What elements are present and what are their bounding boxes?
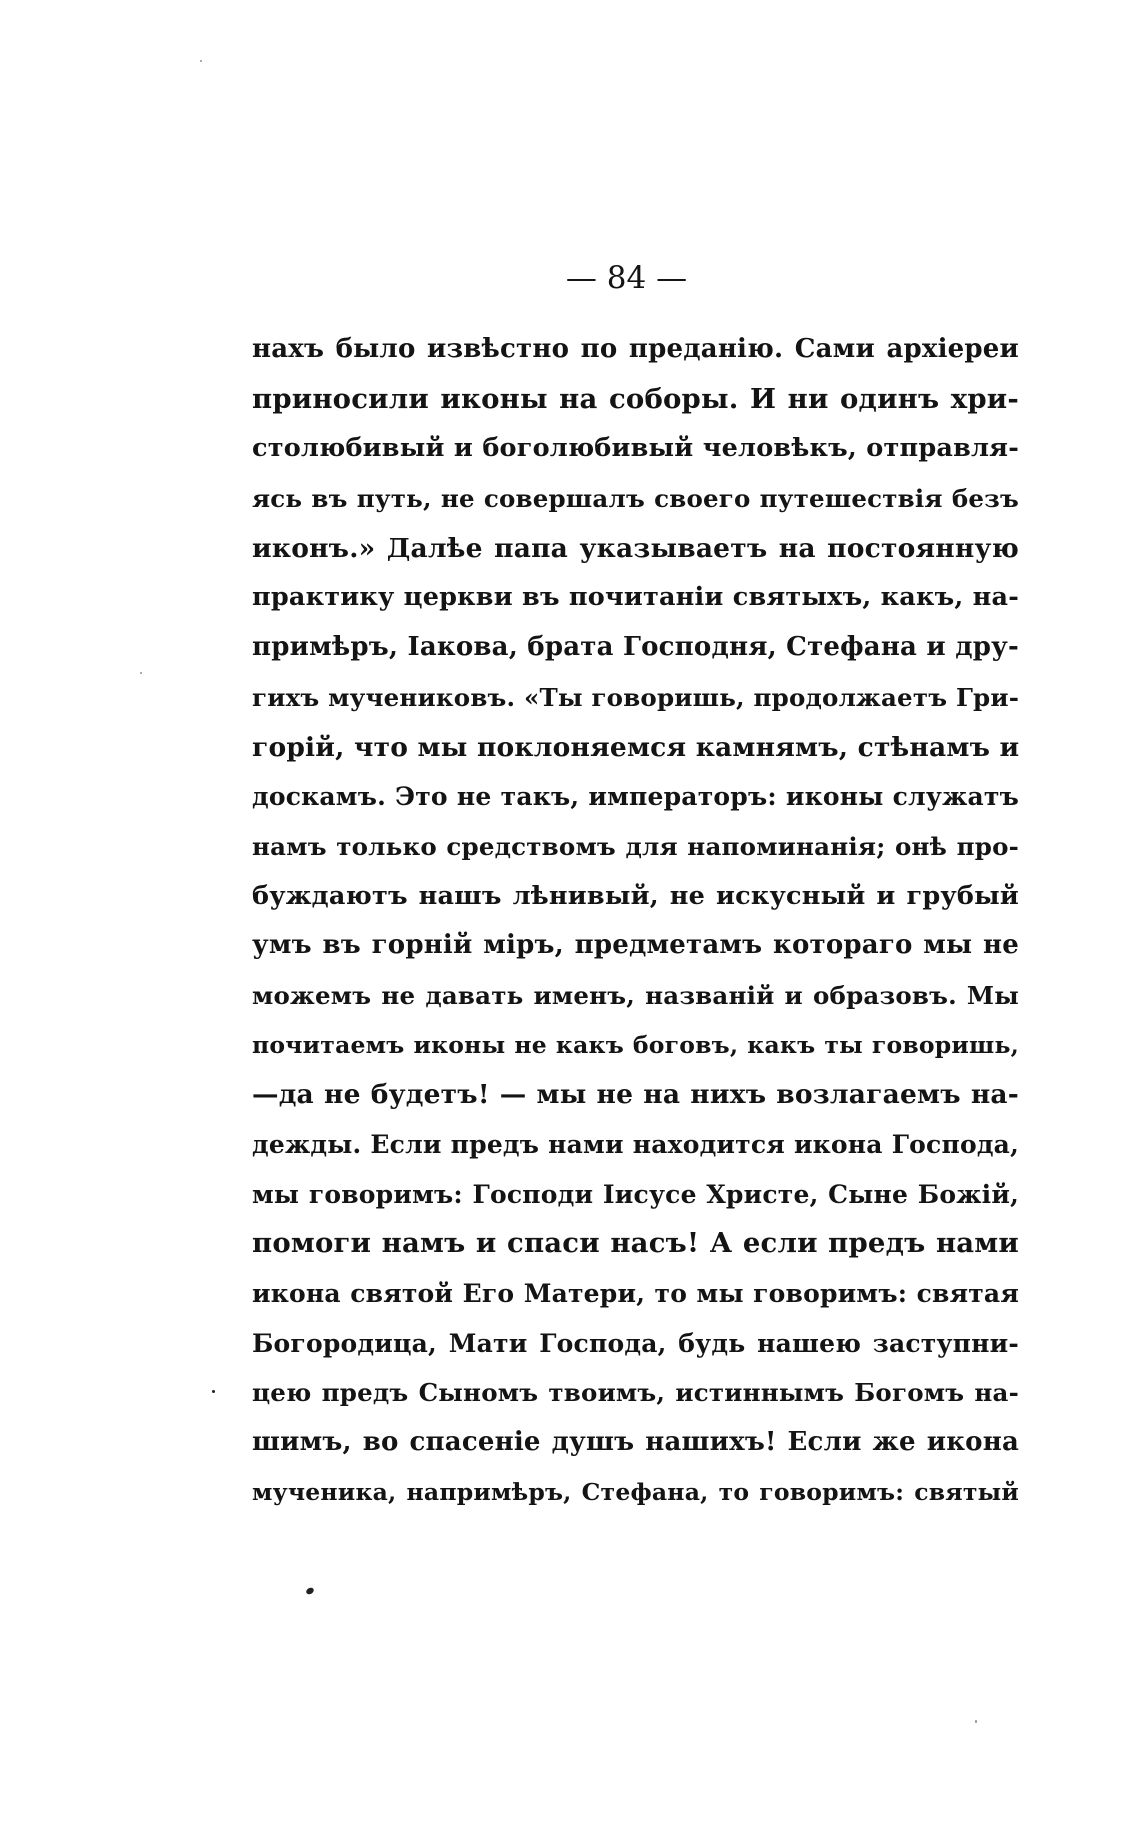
text-line: намъ только средствомъ для напоминанія; онѣ про- <box>252 831 1019 861</box>
text-line: шимъ, во спасеніе душъ нашихъ! Если же икона <box>252 1427 1019 1458</box>
text-line: практику церкви въ почитаніи святыхъ, какъ, на- <box>252 582 1019 613</box>
text-line: почитаемъ иконы не какъ боговъ, какъ ты говоришь, <box>252 1030 1019 1059</box>
text-line: ясь въ путь, не совершалъ своего путешествія безъ <box>252 484 1019 514</box>
page-number: — 84 — <box>565 260 688 296</box>
text-line: иконъ.» Далѣе папа указываетъ на постоянную <box>252 532 1019 564</box>
text-line: —да не будетъ! — мы не на нихъ возлагаемъ на- <box>252 1079 1019 1111</box>
text-line: гихъ мучениковъ. «Ты говоришь, продолжаетъ Гри- <box>252 682 1020 712</box>
text-line: умъ въ горній міръ, предметамъ котораго мы не <box>252 930 1019 961</box>
body-text <box>252 325 1019 1518</box>
text-line: дежды. Если предъ нами находится икона Господа, <box>252 1130 1019 1159</box>
text-line: цею предъ Сыномъ твоимъ, истиннымъ Богомъ на- <box>252 1378 1019 1408</box>
text-line: нахъ было извѣстно по преданію. Сами архіереи <box>252 334 1019 364</box>
text-line: икона святой Его Матери, то мы говоримъ: святая <box>252 1279 1019 1309</box>
text-line: приносили иконы на соборы. И ни одинъ хри- <box>252 382 1019 415</box>
ink-speck <box>140 672 142 674</box>
text-line: можемъ не давать именъ, названій и образовъ. Мы <box>252 980 1019 1010</box>
text-line: доскамъ. Это не такъ, императоръ: иконы служатъ <box>252 782 1019 812</box>
text-line: мученика, напримѣръ, Стефана, то говоримъ: святый <box>252 1477 1019 1506</box>
text-line: помоги намъ и спаси насъ! А если предъ нами <box>252 1227 1019 1260</box>
ink-speck <box>212 1390 215 1393</box>
text-line: столюбивый и боголюбивый человѣкъ, отправля- <box>252 433 1019 464</box>
text-line: мы говоримъ: Господи Іисусе Христе, Сыне Божій, <box>252 1179 1019 1209</box>
text-line: горій, что мы поклоняемся камнямъ, стѣнамъ и <box>252 731 1020 763</box>
text-line: примѣръ, Іакова, брата Господня, Стефана и дру- <box>252 632 1019 663</box>
ink-speck <box>200 60 202 62</box>
ink-speck <box>305 1586 315 1595</box>
text-line: буждаютъ нашъ лѣнивый, не искусный и грубый <box>252 880 1019 911</box>
ink-speck <box>975 1720 977 1723</box>
text-line: Богородица, Мати Господа, будь нашею заступни- <box>252 1328 1019 1358</box>
